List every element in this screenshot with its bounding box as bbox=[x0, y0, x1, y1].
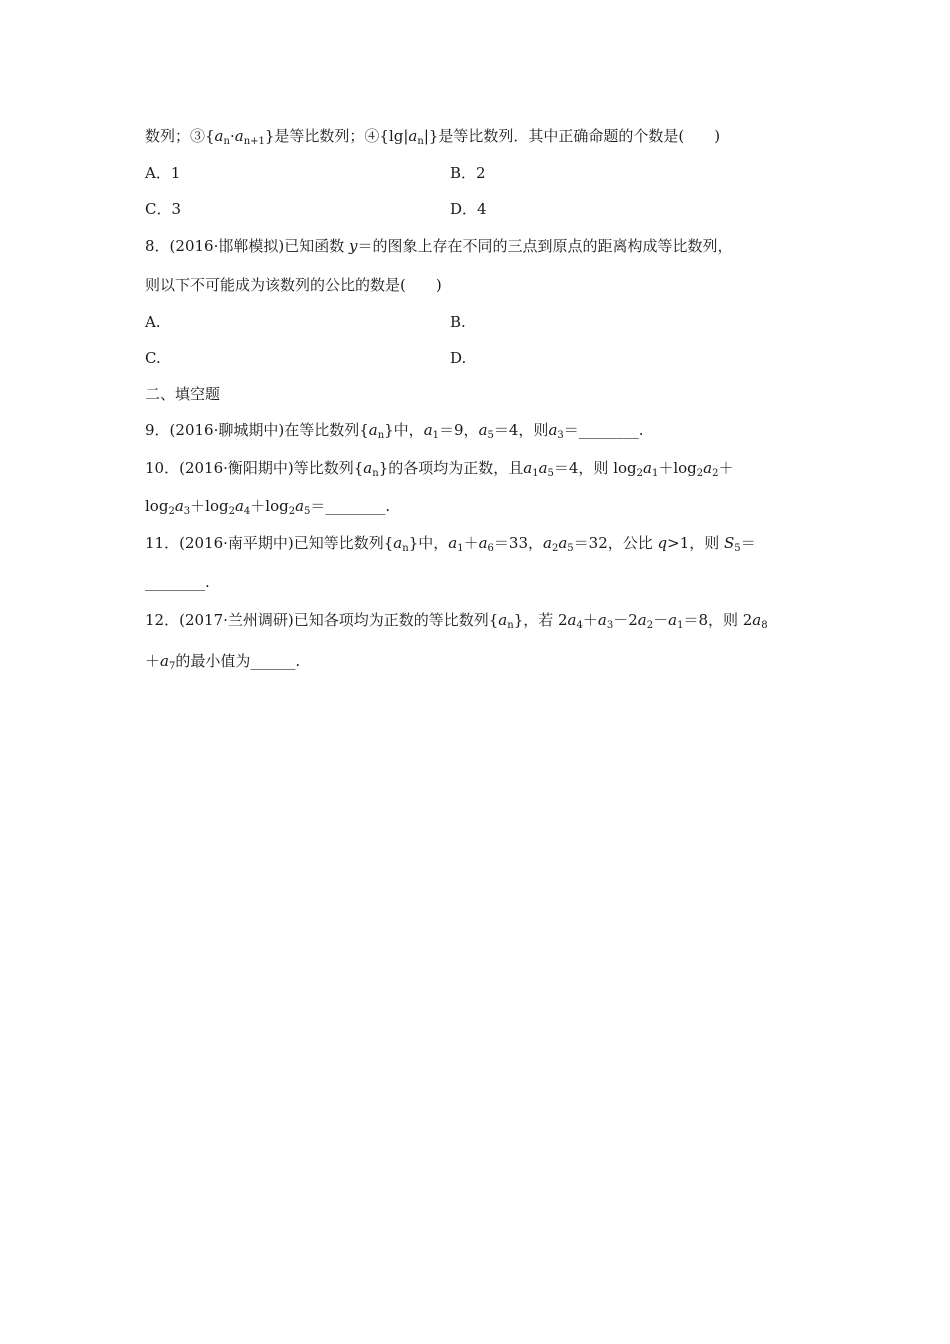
q7-statement-line bbox=[145, 126, 720, 146]
subscript: 3 bbox=[606, 620, 614, 631]
subscript: 5 bbox=[734, 543, 741, 554]
subscript: 1 bbox=[532, 468, 539, 479]
q11-line2: ________. bbox=[145, 573, 210, 591]
text: ＝________. bbox=[310, 497, 391, 515]
subscript: n bbox=[377, 430, 385, 441]
text: ＝的图象上存在不同的三点到原点的距离构成等比数列， bbox=[357, 237, 733, 255]
subscript: 7 bbox=[168, 661, 176, 672]
var: a bbox=[752, 611, 762, 629]
q8-option-c: C. bbox=[145, 349, 161, 367]
subscript: 4 bbox=[576, 620, 583, 631]
subscript: n bbox=[402, 543, 409, 554]
text: － bbox=[653, 611, 669, 629]
subscript: 2 bbox=[228, 506, 235, 517]
text: ＝ bbox=[740, 534, 756, 552]
var: a bbox=[523, 459, 533, 477]
subscript: 5 bbox=[487, 430, 494, 441]
var: a bbox=[234, 497, 244, 515]
var: a bbox=[643, 459, 652, 477]
var: a bbox=[597, 611, 607, 629]
var: a bbox=[160, 652, 169, 670]
subscript: 2 bbox=[551, 543, 559, 554]
var: a bbox=[423, 421, 433, 439]
text: }是等比数列；④{lg| bbox=[264, 127, 409, 145]
subscript: 3 bbox=[183, 506, 191, 517]
var: a bbox=[498, 611, 508, 629]
var: a bbox=[478, 534, 488, 552]
q12-line1 bbox=[145, 610, 768, 630]
text: ＋log bbox=[250, 497, 289, 515]
text: ＋ bbox=[582, 611, 598, 629]
text: 9．(2016·聊城期中)在等比数列{ bbox=[145, 421, 369, 439]
text: 的最小值为______. bbox=[175, 652, 301, 670]
text: ＝8，则 2 bbox=[683, 611, 753, 629]
subscript: n+1 bbox=[243, 136, 265, 147]
var: a bbox=[637, 611, 647, 629]
subscript: 2 bbox=[288, 506, 296, 517]
text: }中， bbox=[408, 534, 449, 552]
text: －2 bbox=[613, 611, 638, 629]
var: y bbox=[348, 237, 358, 255]
var: a bbox=[703, 459, 713, 477]
text: 数列；③{ bbox=[145, 127, 215, 145]
subscript: n bbox=[372, 468, 379, 479]
q9-line bbox=[145, 420, 644, 440]
text: >1，则 bbox=[667, 534, 725, 552]
text: }，若 2 bbox=[513, 611, 568, 629]
subscript: n bbox=[417, 136, 424, 147]
subscript: n bbox=[223, 136, 230, 147]
var: a bbox=[558, 534, 568, 552]
var: q bbox=[657, 534, 668, 552]
var: a bbox=[408, 127, 418, 145]
var: a bbox=[668, 611, 678, 629]
section-title: 二、填空题 bbox=[145, 385, 221, 403]
var: S bbox=[724, 534, 735, 552]
var: a bbox=[363, 459, 373, 477]
subscript: 2 bbox=[712, 468, 719, 479]
q8-option-a: A. bbox=[145, 313, 161, 331]
subscript: 5 bbox=[547, 468, 554, 479]
q7-option-b: B．2 bbox=[450, 164, 486, 182]
var: a bbox=[174, 497, 184, 515]
subscript: 8 bbox=[761, 620, 768, 631]
text: }中， bbox=[384, 421, 424, 439]
text: }的各项均为正数，且 bbox=[378, 459, 524, 477]
text: ＋log bbox=[658, 459, 697, 477]
var: a bbox=[538, 459, 548, 477]
q11-line1 bbox=[145, 533, 756, 553]
q7-option-c: C．3 bbox=[145, 200, 182, 218]
text: ＋ bbox=[718, 459, 734, 477]
text: 11．(2016·南平期中)已知等比数列{ bbox=[145, 534, 394, 552]
q8-stem-line2: 则以下不可能成为该数列的公比的数是( ) bbox=[145, 276, 442, 294]
subscript: 5 bbox=[304, 506, 311, 517]
text: ＋ bbox=[463, 534, 479, 552]
subscript: 4 bbox=[243, 506, 251, 517]
text: 8．(2016·邯郸模拟)已知函数 bbox=[145, 237, 349, 255]
var: a bbox=[448, 534, 458, 552]
text: ＝4，则 log bbox=[553, 459, 637, 477]
subscript: 6 bbox=[487, 543, 494, 554]
subscript: 5 bbox=[567, 543, 574, 554]
text: ＝9， bbox=[439, 421, 479, 439]
subscript: 2 bbox=[646, 620, 654, 631]
subscript: 1 bbox=[677, 620, 684, 631]
subscript: 2 bbox=[696, 468, 704, 479]
text: 12．(2017·兰州调研)已知各项均为正数的等比数列{ bbox=[145, 611, 499, 629]
q8-option-b: B. bbox=[450, 313, 466, 331]
var: a bbox=[543, 534, 552, 552]
var: a bbox=[234, 127, 244, 145]
text: ＋log bbox=[190, 497, 229, 515]
var: a bbox=[478, 421, 488, 439]
var: a bbox=[295, 497, 305, 515]
text: · bbox=[229, 127, 235, 145]
q8-option-d: D. bbox=[450, 349, 467, 367]
q8-stem-line1 bbox=[145, 236, 732, 256]
text: ＝33， bbox=[493, 534, 543, 552]
text: ＝4，则 bbox=[493, 421, 549, 439]
text: 10．(2016·衡阳期中)等比数列{ bbox=[145, 459, 364, 477]
q10-line2 bbox=[145, 496, 390, 516]
q10-line1 bbox=[145, 458, 734, 478]
subscript: 3 bbox=[557, 430, 564, 441]
subscript: 2 bbox=[636, 468, 644, 479]
var: a bbox=[567, 611, 577, 629]
subscript: 1 bbox=[457, 543, 464, 554]
q7-option-d: D．4 bbox=[450, 200, 487, 218]
subscript: n bbox=[507, 620, 514, 631]
subscript: 1 bbox=[432, 430, 440, 441]
var: a bbox=[393, 534, 403, 552]
text: ＝________. bbox=[563, 421, 644, 439]
var: a bbox=[368, 421, 378, 439]
subscript: 2 bbox=[168, 506, 175, 517]
q7-option-a: A．1 bbox=[145, 164, 181, 182]
subscript: 1 bbox=[651, 468, 659, 479]
text: log bbox=[145, 497, 169, 515]
text: ＝32，公比 bbox=[573, 534, 658, 552]
var: a bbox=[214, 127, 224, 145]
var: a bbox=[548, 421, 558, 439]
text: |}是等比数列．其中正确命题的个数是( ) bbox=[423, 127, 721, 145]
text: ＋ bbox=[145, 652, 161, 670]
q12-line2 bbox=[145, 651, 300, 671]
